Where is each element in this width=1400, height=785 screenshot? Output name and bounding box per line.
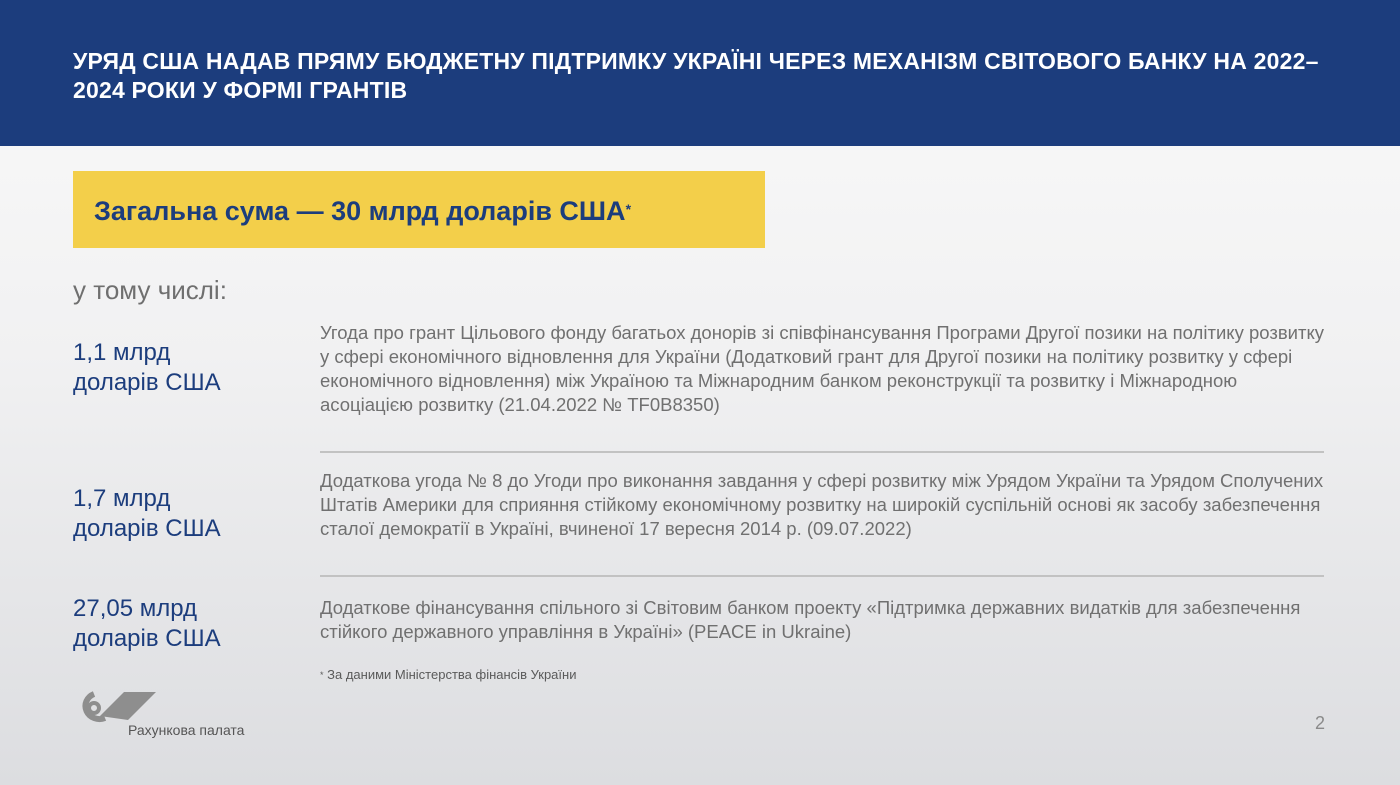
including-subheading: у тому числі: xyxy=(73,275,227,305)
amount-currency: доларів США xyxy=(73,369,221,396)
logo-text: Рахункова палата xyxy=(128,722,245,738)
amount-item-1 xyxy=(73,338,313,398)
total-sum-text xyxy=(94,195,631,227)
description-item-3: Додаткове фінансування спільного зі Світовим банком проекту «Підтримка державних видатків для забезпечення стійкого державного управління в Україні» (PEACE in Ukraine) xyxy=(320,597,1301,642)
divider xyxy=(320,451,1324,453)
header-bar xyxy=(0,0,1400,146)
footnote-text: За даними Міністерства фінансів України xyxy=(327,667,577,682)
amount-item-2 xyxy=(73,484,313,544)
amount-value: 27,05 млрд xyxy=(73,595,198,622)
amount-value: 1,7 млрд xyxy=(73,485,171,512)
total-footnote-marker: * xyxy=(625,201,632,217)
divider xyxy=(320,575,1324,577)
total-sum-label: Загальна сума — 30 млрд доларів США xyxy=(94,196,626,226)
page-number: 2 xyxy=(1314,713,1325,733)
amount-value: 1,1 млрд xyxy=(73,339,171,366)
amount-item-3 xyxy=(73,594,313,654)
description-item-2: Додаткова угода № 8 до Угоди про виконання завдання у сфері розвитку між Урядом України та Урядом Сполучених Штатів Америки для сприяння стійкому економічному розвитку на широкій суспільній основі як засобу забезпечення сталої демократії в Україні, вчиненої 17 вересня 2014 р. (09.07.2022) xyxy=(320,470,1324,539)
source-footnote xyxy=(320,667,576,683)
total-sum-box xyxy=(73,171,765,248)
description-item-1: Угода про грант Цільового фонду багатьох донорів зі співфінансування Програми Другої позики на політику розвитку у сфері економічного відновлення для України (Додатковий грант для Другої позики на політику розвитку у сфері економічного відновлення) між Україною та Міжнародним банком реконструкції та розвитку і Міжнародною асоціацією розвитку (21.04.2022 № TF0B8350) xyxy=(320,322,1325,415)
slide-title: УРЯД США НАДАВ ПРЯМУ БЮДЖЕТНУ ПІДТРИМКУ УКРАЇНІ ЧЕРЕЗ МЕХАНІЗМ СВІТОВОГО БАНКУ НА 2022–2024 РОКИ У ФОРМІ ГРАНТІВ xyxy=(73,48,1319,103)
footnote-marker: * xyxy=(320,670,324,680)
amount-currency: доларів США xyxy=(73,515,221,542)
amount-currency: доларів США xyxy=(73,625,221,652)
